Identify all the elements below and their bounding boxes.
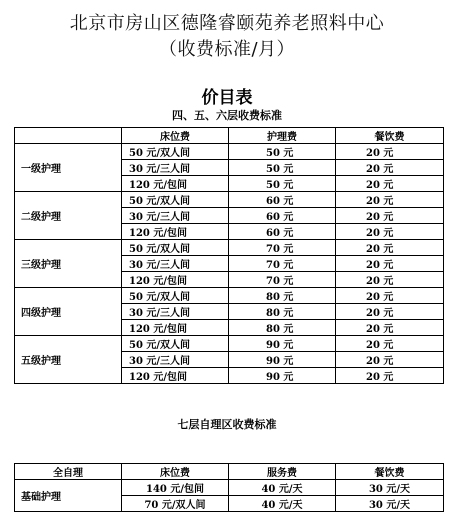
table-row	[15, 144, 444, 160]
meal-fee-cell: 20 元	[336, 192, 444, 208]
meal-fee-cell: 20 元	[336, 176, 444, 192]
meal-fee-cell: 20 元	[336, 288, 444, 304]
meal-fee-cell: 20 元	[336, 304, 444, 320]
service-fee-cell: 40 元/天	[229, 480, 336, 496]
bed-fee-cell: 120 元/包间	[122, 224, 229, 240]
fee-unit-subtitle: （收费标准/月）	[158, 39, 296, 60]
column-header-bed-fee: 床位费	[122, 128, 229, 144]
care-level-label: 二级护理	[15, 192, 122, 240]
bed-fee-cell: 30 元/三人间	[122, 352, 229, 368]
care-fee-cell: 60 元	[229, 208, 336, 224]
floor-7-fee-table	[14, 463, 444, 512]
care-fee-cell: 50 元	[229, 160, 336, 176]
basic-care-label: 基础护理	[15, 480, 122, 512]
care-level-label: 五级护理	[15, 336, 122, 384]
section1-heading: 四、五、六层收费标准	[172, 109, 282, 122]
bed-fee-cell: 120 元/包间	[122, 320, 229, 336]
meal-fee-cell: 30 元/天	[336, 480, 444, 496]
meal-fee-cell: 20 元	[336, 320, 444, 336]
care-fee-cell: 50 元	[229, 176, 336, 192]
bed-fee-cell: 30 元/三人间	[122, 256, 229, 272]
care-fee-cell: 60 元	[229, 224, 336, 240]
care-level-label: 一级护理	[15, 144, 122, 192]
care-fee-cell: 50 元	[229, 144, 336, 160]
bed-fee-cell: 50 元/双人间	[122, 288, 229, 304]
center-name-title: 北京市房山区德隆睿颐苑养老照料中心	[69, 13, 385, 34]
floors-4-6-fee-table	[14, 127, 444, 384]
care-fee-cell: 70 元	[229, 272, 336, 288]
table-header-row	[15, 128, 444, 144]
care-level-label: 三级护理	[15, 240, 122, 288]
meal-fee-cell: 20 元	[336, 352, 444, 368]
table-row	[15, 480, 444, 496]
bed-fee-cell: 50 元/双人间	[122, 144, 229, 160]
bed-fee-cell: 50 元/双人间	[122, 240, 229, 256]
care-level-label: 四级护理	[15, 288, 122, 336]
bed-fee-cell: 30 元/三人间	[122, 160, 229, 176]
bed-fee-cell: 30 元/三人间	[122, 304, 229, 320]
bed-fee-cell: 140 元/包间	[122, 480, 229, 496]
care-fee-cell: 90 元	[229, 352, 336, 368]
column-header-care-fee: 护理费	[229, 128, 336, 144]
bed-fee-cell: 120 元/包间	[122, 272, 229, 288]
meal-fee-cell: 20 元	[336, 224, 444, 240]
column-header-meal-fee: 餐饮费	[336, 464, 444, 480]
meal-fee-cell: 20 元	[336, 256, 444, 272]
table-row	[15, 240, 444, 256]
care-fee-cell: 90 元	[229, 368, 336, 384]
meal-fee-cell: 20 元	[336, 160, 444, 176]
meal-fee-cell: 30 元/天	[336, 496, 444, 512]
bed-fee-cell: 70 元/双人间	[122, 496, 229, 512]
meal-fee-cell: 20 元	[336, 240, 444, 256]
bed-fee-cell: 50 元/双人间	[122, 336, 229, 352]
care-fee-cell: 70 元	[229, 240, 336, 256]
table-row	[15, 336, 444, 352]
bed-fee-cell: 120 元/包间	[122, 176, 229, 192]
care-fee-cell: 90 元	[229, 336, 336, 352]
care-fee-cell: 80 元	[229, 288, 336, 304]
service-fee-cell: 40 元/天	[229, 496, 336, 512]
bed-fee-cell: 50 元/双人间	[122, 192, 229, 208]
meal-fee-cell: 20 元	[336, 368, 444, 384]
table-row	[15, 288, 444, 304]
bed-fee-cell: 30 元/三人间	[122, 208, 229, 224]
table-header-row	[15, 464, 444, 480]
care-fee-cell: 80 元	[229, 304, 336, 320]
column-header-blank	[15, 128, 122, 144]
column-header-service-fee: 服务费	[229, 464, 336, 480]
meal-fee-cell: 20 元	[336, 144, 444, 160]
meal-fee-cell: 20 元	[336, 336, 444, 352]
care-fee-cell: 70 元	[229, 256, 336, 272]
price-list-heading: 价目表	[201, 88, 253, 108]
bed-fee-cell: 120 元/包间	[122, 368, 229, 384]
meal-fee-cell: 20 元	[336, 272, 444, 288]
table-row	[15, 192, 444, 208]
column-header-bed-fee: 床位费	[122, 464, 229, 480]
care-fee-cell: 60 元	[229, 192, 336, 208]
meal-fee-cell: 20 元	[336, 208, 444, 224]
column-header-meal-fee: 餐饮费	[336, 128, 444, 144]
care-fee-cell: 80 元	[229, 320, 336, 336]
section2-heading: 七层自理区收费标准	[177, 418, 277, 431]
column-header-self-care: 全自理	[15, 464, 122, 480]
